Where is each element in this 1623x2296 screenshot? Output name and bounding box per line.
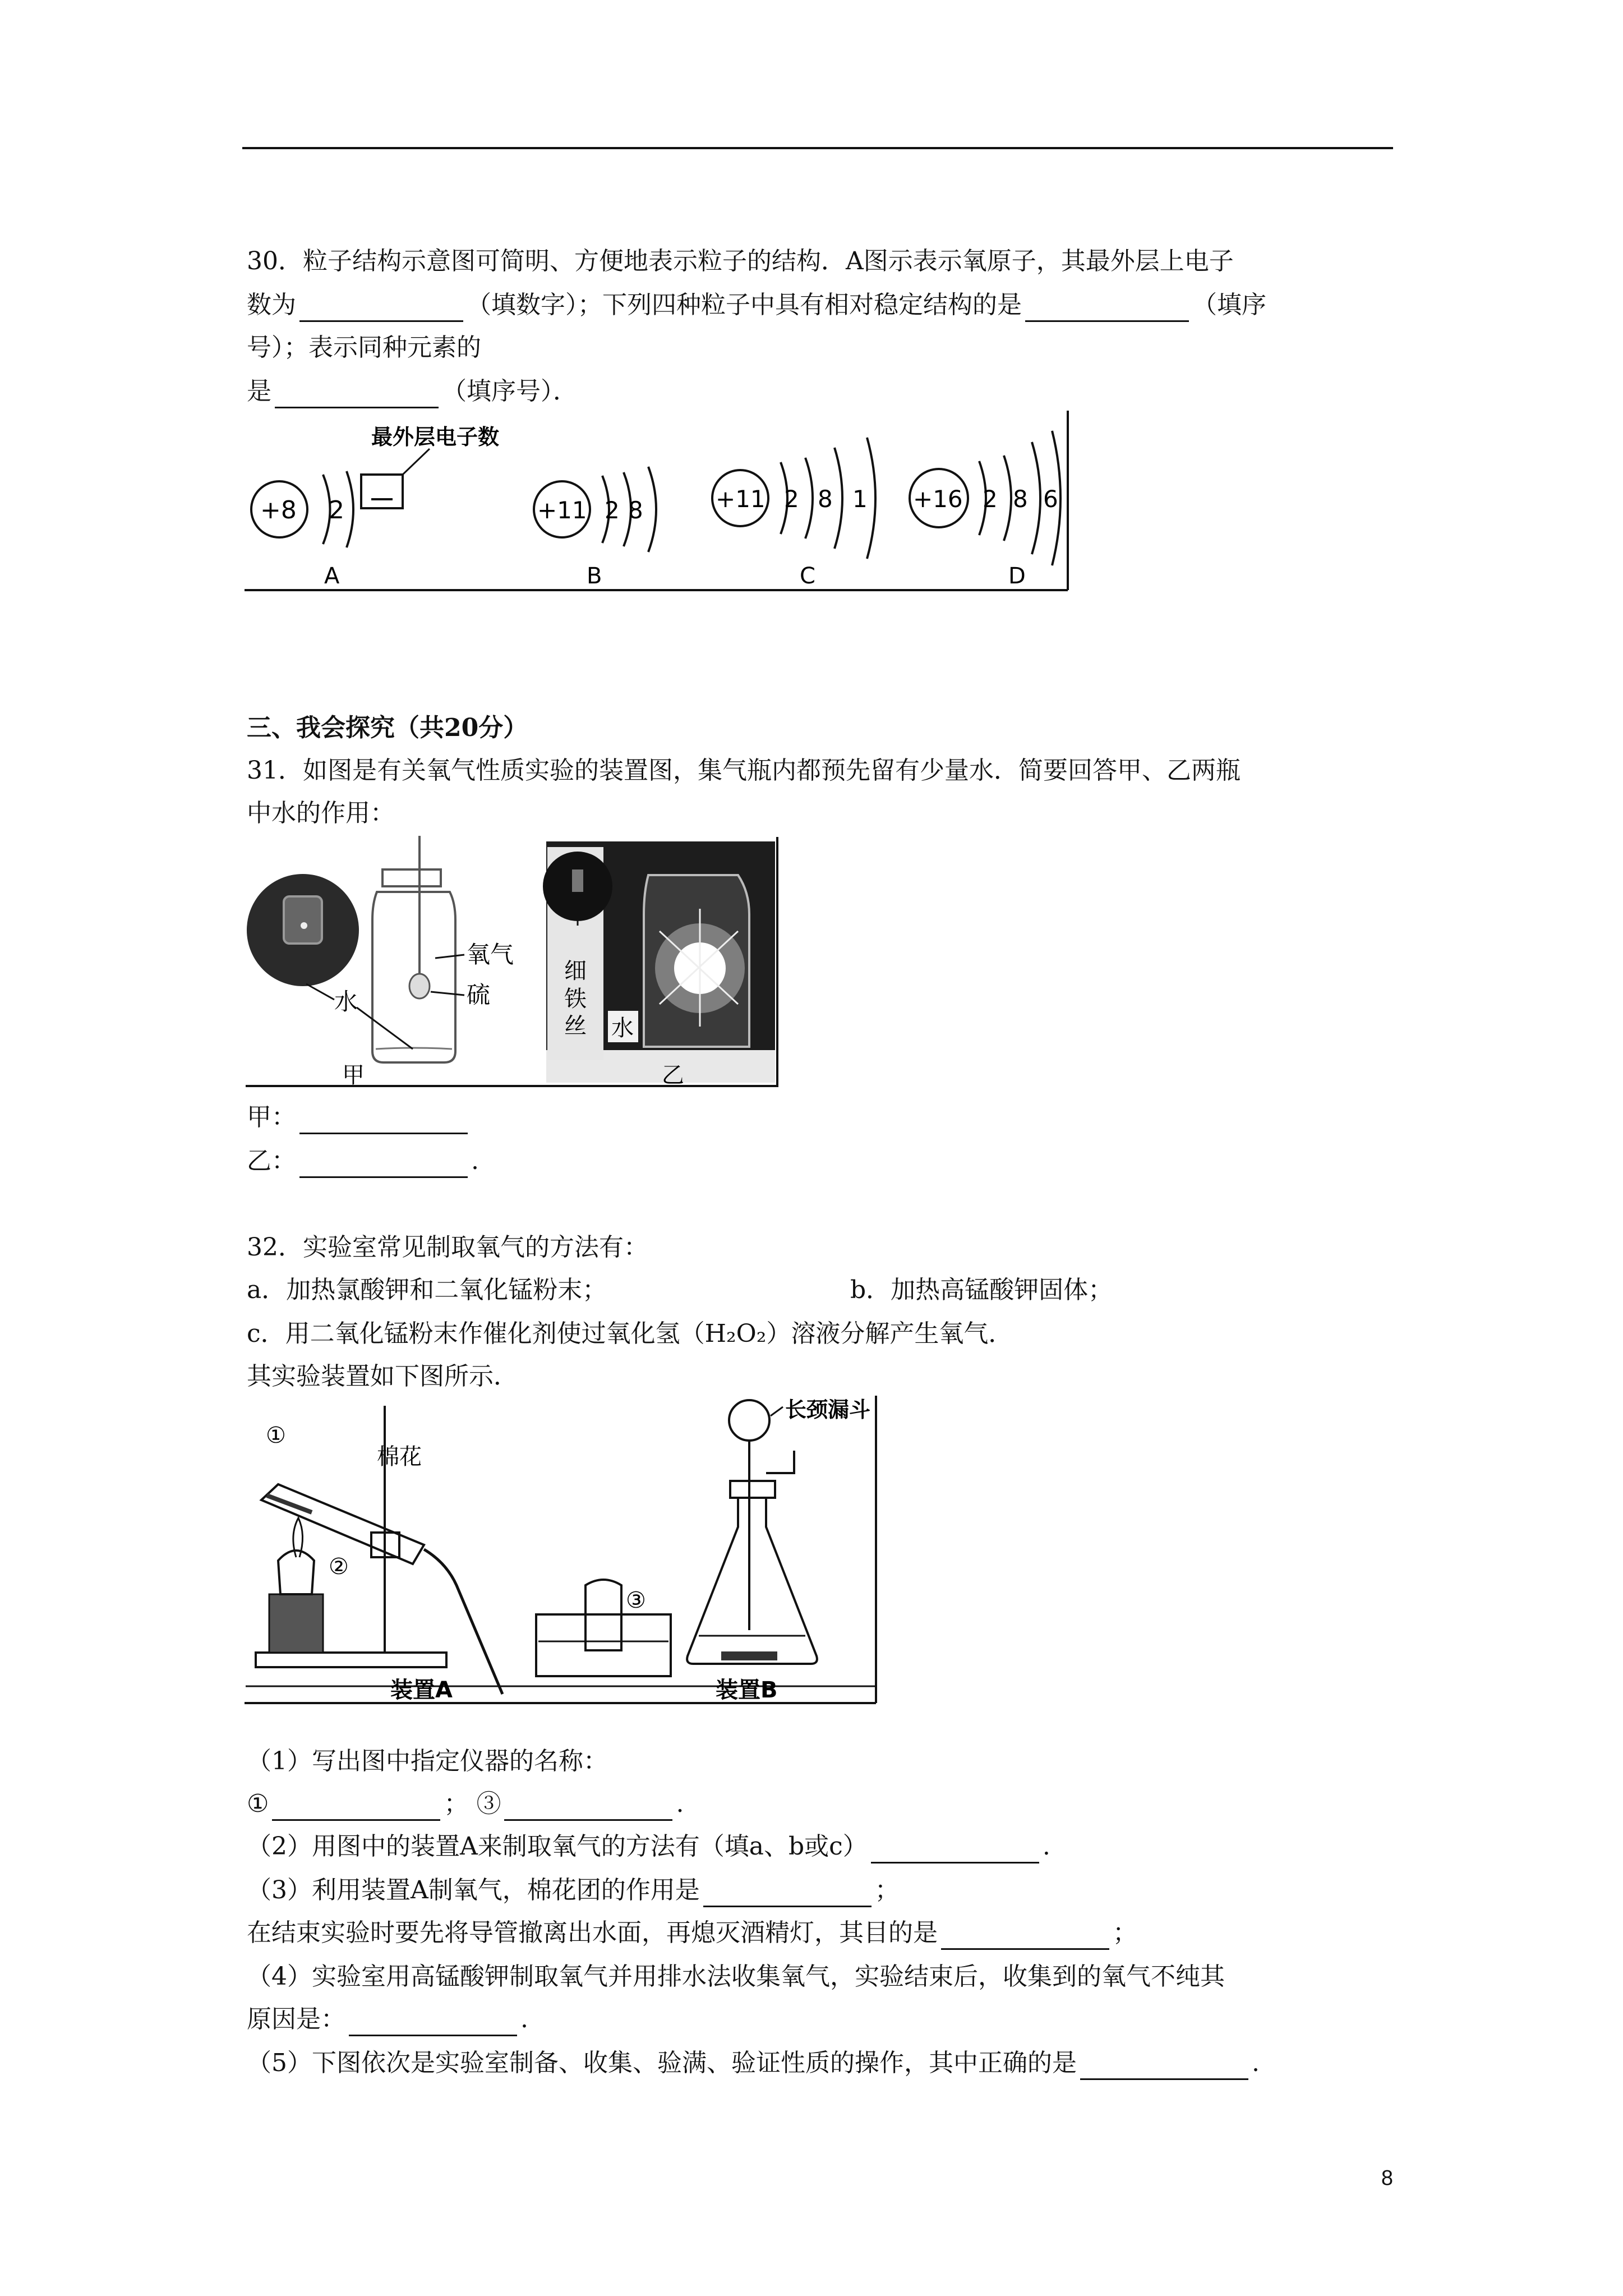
label-water: 水 (334, 988, 358, 1015)
blank-box (361, 475, 403, 508)
answer-blank[interactable] (299, 1152, 468, 1178)
shell-D-1: 2 (983, 485, 998, 513)
shell-C-3: 1 (852, 485, 868, 513)
shell-D-2: 8 (1013, 485, 1028, 513)
shell-B-2: 8 (628, 496, 643, 524)
answer-blank[interactable] (299, 1108, 468, 1134)
label-device-b: 装置B (716, 1677, 778, 1703)
q32-option-c: c．用二氧化锰粉末作催化剂使过氧化氢（H₂O₂）溶液分解产生氧气． (247, 1319, 1013, 1348)
answer-blank[interactable] (703, 1881, 872, 1907)
q32-line5: 其实验装置如下图所示． (247, 1362, 518, 1391)
q32-part2: （2）用图中的装置A来制取氧气的方法有（填a、b或c） . (247, 1830, 1050, 1864)
nucleus-D: +16 (913, 485, 963, 513)
label-oxygen: 氧气 (467, 941, 514, 968)
answer-blank[interactable] (871, 1837, 1039, 1864)
q32-part5: （5）下图依次是实验室制备、收集、验满、验证性质的操作，其中正确的是 . (247, 2046, 1260, 2080)
answer-blank[interactable] (275, 382, 439, 408)
label-cotton: 棉花 (377, 1444, 422, 1470)
q30-line3: 号）；表示同种元素的 (247, 333, 481, 362)
label-device-a: 装置A (390, 1677, 453, 1703)
answer-blank[interactable] (504, 1795, 672, 1821)
answer-blank[interactable] (941, 1924, 1109, 1950)
label-D: D (1008, 563, 1026, 589)
shell-A-1: 2 (329, 496, 344, 524)
label-wire-3: 丝 (564, 1013, 587, 1039)
q32-line1: 32．实验室常见制取氧气的方法有： (247, 1233, 648, 1262)
label-funnel: 长颈漏斗 (785, 1397, 871, 1422)
marker-1: ① (266, 1423, 286, 1448)
answer-blank[interactable] (349, 2010, 517, 2036)
q32-part3-cont: 在结束实验时要先将导管撤离出水面，再熄灭酒精灯，其目的是 ； (247, 1916, 1137, 1950)
answer-blank[interactable] (1025, 296, 1189, 322)
q31-line1: 31．如图是有关氧气性质实验的装置图，集气瓶内都预先留有少量水．简要回答甲、乙两瓶 (247, 756, 1241, 785)
page-number: 8 (1381, 2166, 1393, 2190)
q32-part1: （1）写出图中指定仪器的名称： (247, 1747, 608, 1775)
label-C: C (800, 563, 815, 589)
marker-3: ③ (626, 1588, 646, 1613)
q31-answer-yi: 乙： . (247, 1144, 479, 1178)
oxygen-experiment-figure (245, 836, 783, 1088)
marker-2: ② (329, 1554, 349, 1580)
shell-C-1: 2 (784, 485, 799, 513)
nucleus-A: +8 (260, 496, 297, 524)
shell-B-1: 2 (605, 496, 620, 524)
label-sulfur: 硫 (467, 981, 491, 1009)
label-A: A (324, 563, 340, 589)
section-title: 三、我会探究（共20分） (247, 714, 528, 742)
q32-part3: （3）利用装置A制氧气，棉花团的作用是 ； (247, 1874, 900, 1907)
answer-blank[interactable] (272, 1795, 440, 1821)
q30-line2: 数为 （填数字）；下列四种粒子中具有相对稳定结构的是 （填序 (247, 288, 1266, 322)
q30-line4: 是 （填序号）． (247, 375, 578, 408)
nucleus-B: +11 (537, 496, 587, 524)
label-jia: 甲 (342, 1062, 365, 1088)
shell-D-3: 6 (1043, 485, 1058, 513)
label-B: B (587, 563, 602, 589)
q31-line2: 中水的作用： (247, 799, 395, 827)
q32-part1-answers: ① ； ③ . (247, 1787, 684, 1821)
answer-blank[interactable] (1080, 2054, 1248, 2080)
header-rule (242, 147, 1393, 149)
q32-part4: （4）实验室用高锰酸钾制取氧气并用排水法收集氧气，实验结束后，收集到的氧气不纯其 (247, 1962, 1225, 1991)
label-wire-2: 铁 (564, 986, 587, 1012)
label-wire-1: 细 (564, 958, 587, 984)
q31-answer-jia: 甲： (247, 1101, 471, 1134)
label-yi: 乙 (662, 1062, 684, 1088)
apparatus-figure (245, 1395, 884, 1709)
atom-structure-figure (245, 408, 1086, 597)
answer-blank[interactable] (299, 296, 463, 322)
label-water-2: 水 (611, 1015, 634, 1041)
shell-C-2: 8 (818, 485, 833, 513)
q32-option-a: a．加热氯酸钾和二氧化锰粉末； (247, 1276, 607, 1304)
callout-label: 最外层电子数 (371, 425, 500, 449)
q32-option-b: b．加热高锰酸钾固体； (850, 1276, 1113, 1304)
q30-line1: 30．粒子结构示意图可简明、方便地表示粒子的结构．A图示表示氧原子，其最外层上电子 (247, 247, 1234, 275)
nucleus-C: +11 (716, 485, 766, 513)
q32-part4-cont: 原因是： . (247, 2003, 528, 2036)
